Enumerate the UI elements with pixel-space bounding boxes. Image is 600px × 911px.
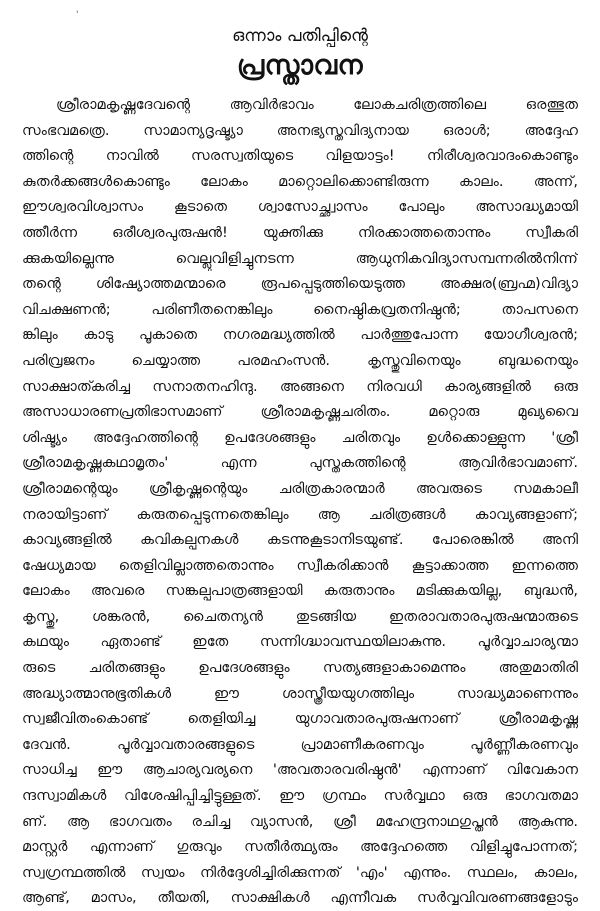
text-line: ലോകം അവരെ സങ്കല്പപാത്രങ്ങളായി കരുതാനും മടിക്കുകയില്ല, ബുദ്ധൻ,	[22, 582, 578, 600]
text-line: ത്തിന്റെ നാവിൽ സരസ്വതിയുടെ വിളയാട്ടം! നിരീശ്വരവാദംകൊണ്ടും	[22, 147, 578, 165]
text-line: സ്വഗ്രന്ഥത്തിൽ സ്വയം നിർദ്ദേശിച്ചിരിക്കുന്നത് 'എം' എന്നും. സ്ഥലം, കാലം,	[22, 863, 578, 881]
text-line: ശ്രീരാമകൃഷ്ണദേവന്റെ ആവിർഭാവം ലോകചരിത്രത്തിലെ ഒരത്ഭുത	[56, 96, 578, 113]
text-line: മാസ്റ്റർ എന്നാണ് ഗുരുവും സതീർത്ഥ്യരും അദ്ദേഹത്തെ വിളിച്ചുപോന്നത്;	[22, 838, 578, 856]
text-line: ഈശ്വരവിശ്വാസം കൂടാതെ ശ്വാസോച്ഛ്വാസം പോലും അസാദ്ധ്യമായി	[22, 198, 578, 216]
text-line: വിചക്ഷണൻ; പരിണീതനെങ്കിലും നൈഷ്ഠികവ്രതനിഷ്ഠൻ; താപസനെ	[22, 300, 578, 318]
text-line: കൃസ്തു, ശങ്കരൻ, ചൈതന്യൻ തുടങ്ങിയ ഇതരാവതാരപുരുഷന്മാരുടെ	[22, 607, 578, 625]
text-line: സാധിച്ച ഈ ആചാര്യവര്യനെ 'അവതാരവരിഷ്ഠൻ' എന്നാണ് വിവേകാന	[22, 761, 578, 779]
text-line: സാക്ഷാത്കരിച്ച സനാതനഹിന്ദു. അങ്ങനെ നിരവധി കാര്യങ്ങളിൽ ഒരു	[22, 377, 578, 395]
text-line: കുതർക്കങ്ങൾകൊണ്ടും ലോകം മാറ്റൊലിക്കൊണ്ടിരുന്ന കാലം. അന്ന്,	[22, 172, 578, 190]
text-line: ദേവൻ. പൂർവ്വാവതാരങ്ങളുടെ പ്രാമാണീകരണവും പൂർണ്ണീകരണവും	[22, 735, 578, 753]
text-line: രുടെ ചരിതങ്ങളും ഉപദേശങ്ങളും സത്യങ്ങളാകാമെന്നും അതുമാതിരി	[22, 659, 578, 677]
text-line: അദ്ധ്യാത്മാനുഭൂതികൾ ഈ ശാസ്ത്രീയയുഗത്തിലും സാദ്ധ്യമാണെന്നും	[22, 684, 578, 702]
text-line: തന്റെ ശിഷ്യോത്തമന്മാരെ രൂപപ്പെടുത്തിയെടുത്ത അക്ഷര(ബ്രഹ്മ)വിദ്യാ	[22, 275, 578, 293]
text-line: അസാധാരണപ്രതിഭാസമാണ് ശ്രീരാമകൃഷ്ണചരിതം. മറ്റൊരു മുഖ്യവൈ	[22, 403, 578, 421]
text-line: സ്വജീവിതംകൊണ്ട് തെളിയിച്ച യുഗാവതാരപുരുഷനാണ് ശ്രീരാമകൃഷ്ണ	[22, 710, 578, 728]
stray-mark: '	[76, 10, 79, 20]
edition-kicker: ഒന്നാം പതിപ്പിന്റെ	[232, 26, 368, 46]
page-title: പ്രസ്താവന	[236, 50, 364, 81]
text-line: ശ്രീരാമന്റെയും ശ്രീകൃഷ്ണന്റെയും ചരിത്രകാരന്മാർ അവരുടെ സമകാലീ	[22, 479, 578, 497]
text-line: കഥയും ഏതാണ്ട് ഇതേ സന്നിഗ്ദ്ധാവസ്ഥയിലാകുന്നു. പൂർവ്വാചാര്യന്മാ	[22, 633, 578, 651]
text-line: നരായിട്ടാണ് കരുതപ്പെടുന്നതെങ്കിലും ആ ചരിത്രങ്ങൾ കാവ്യങ്ങളാണ്;	[22, 505, 578, 523]
text-line: ക്കുകയില്ലെന്നു വെല്ലുവിളിച്ചുനടന്ന ആധുനികവിദ്യാസമ്പന്നരിൽനിന്ന്	[22, 249, 578, 267]
text-line: സംഭവമത്രെ. സാമാന്യദൃഷ്ട്യാ അനഭ്യസ്തവിദ്യനായ ഒരാൾ; അദ്ദേഹ	[22, 121, 578, 139]
text-line: ന്ദസ്വാമികൾ വിശേഷിപ്പിച്ചിട്ടുള്ളത്. ഈ ഗ്രന്ഥം സർവ്വഥാ ഒരു ഭാഗവതമാ	[22, 787, 578, 805]
text-line: ഷേധ്യമായ തെളിവില്ലാത്തതൊന്നും സ്വീകരിക്കാൻ കൂട്ടാക്കാത്ത ഇന്നത്തെ	[22, 556, 578, 574]
body-paragraph	[22, 92, 578, 911]
text-line: ശിഷ്ട്യം അദ്ദേഹത്തിന്റെ ഉപദേശങ്ങളും ചരിതവും ഉൾക്കൊള്ളുന്ന 'ശ്രീ	[22, 428, 578, 446]
text-line: ണ്. ആ ഭാഗവതം രചിച്ച വ്യാസൻ, ശ്രീ മഹേന്ദ്രനാഥഗുപ്തൻ ആകുന്നു.	[22, 812, 578, 830]
text-line: ആണ്ട്, മാസം, തീയതി, സാക്ഷികൾ എന്നീവക സർവ്വവിവരണങ്ങളോടും	[22, 889, 578, 907]
text-line: ശ്രീരാമകൃഷ്ണകഥാമൃതം' എന്ന പുസ്തകത്തിന്റെ ആവിർഭാവമാണ്.	[22, 454, 578, 472]
text-line: കാവ്യങ്ങളിൽ കവികല്പനകൾ കടന്നുകൂടാനിടയുണ്ട്. പോരെങ്കിൽ അനി	[22, 531, 578, 549]
text-line: ത്തീർന്ന ഒരീശ്വരപുരുഷൻ! യുക്തിക്കു നിരക്കാത്തതൊന്നും സ്വീകരി	[22, 223, 578, 241]
text-line: പരിവ്രജനം ചെയ്യാത്ത പരമഹംസൻ. കൃസ്തുവിനെയും ബുദ്ധനെയും	[22, 351, 578, 369]
text-line: ങ്കിലും കാടു പൂകാതെ നഗരമദ്ധ്യത്തിൽ പാർത്തുപോന്ന യോഗീശ്വരൻ;	[22, 326, 578, 344]
